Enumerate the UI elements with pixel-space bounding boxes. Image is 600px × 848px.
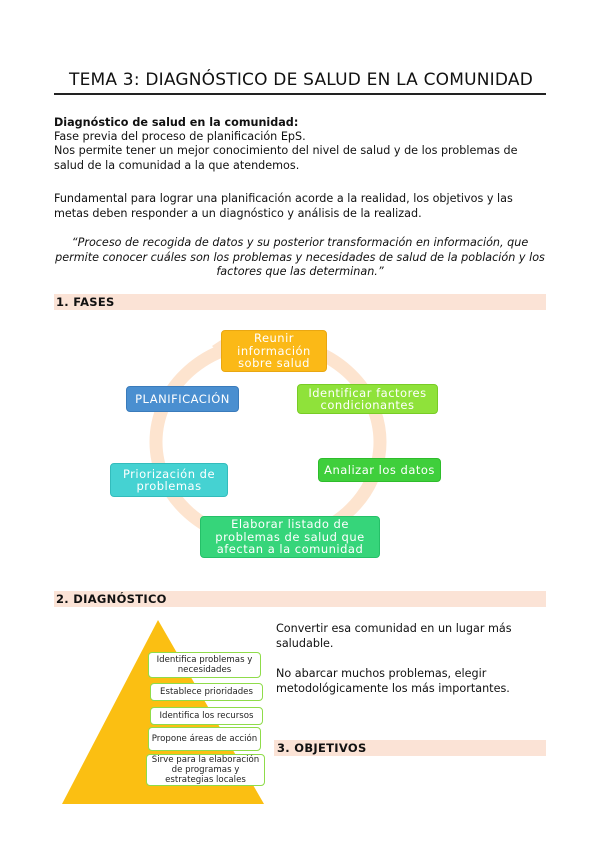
title-underline bbox=[54, 93, 546, 95]
section-heading-fases: 1. FASES bbox=[54, 294, 546, 310]
intro-line-1: Fase previa del proceso de planificación EpS. bbox=[54, 130, 306, 143]
intro-line-2: Nos permite tener un mejor conocimiento del nivel de salud y de los problemas de salud de la comunidad a la que atendemos. bbox=[54, 144, 518, 172]
phase-elaborar-listado: Elaborar listado de problemas de salud que afectan a la comunidad bbox=[200, 516, 380, 558]
cycle-ring-shape bbox=[156, 342, 380, 542]
pyramid-level-1: Identifica problemas y necesidades bbox=[148, 652, 261, 678]
phase-planificacion: PLANIFICACIÓN bbox=[126, 386, 239, 412]
diagnostico-text-1: Convertir esa comunidad en un lugar más saludable. bbox=[276, 622, 512, 650]
definition-quote: “Proceso de recogida de datos y su posterior transformación en información, que permite conocer cuáles son los problemas y necesidades de salud de la población y los factores que las determinan.” bbox=[55, 236, 545, 278]
pyramid-level-4: Propone áreas de acción bbox=[148, 727, 261, 751]
pyramid-level-3: Identifica los recursos bbox=[150, 707, 263, 725]
intro-heading: Diagnóstico de salud en la comunidad: bbox=[54, 116, 299, 129]
section-heading-diagnostico: 2. DIAGNÓSTICO bbox=[54, 591, 546, 607]
phase-priorizacion: Priorización de problemas bbox=[110, 463, 228, 497]
fundamental-paragraph: Fundamental para lograr una planificación acorde a la realidad, los objetivos y las metas deben responder a un diagnóstico y análisis de la realizad. bbox=[54, 192, 513, 220]
section-heading-objetivos: 3. OBJETIVOS bbox=[274, 740, 546, 756]
phase-analizar-datos: Analizar los datos bbox=[318, 458, 441, 482]
phase-reunir-informacion: Reunir información sobre salud bbox=[221, 330, 327, 372]
page-title: TEMA 3: DIAGNÓSTICO DE SALUD EN LA COMUNIDAD bbox=[68, 70, 533, 90]
diagnostico-text-2: No abarcar muchos problemas, elegir metodológicamente los más importantes. bbox=[276, 667, 510, 695]
pyramid-level-5: Sirve para la elaboración de programas y estrategias locales bbox=[146, 754, 265, 786]
phase-identificar-factores: Identificar factores condicionantes bbox=[297, 384, 438, 414]
pyramid-level-2: Establece prioridades bbox=[150, 683, 263, 701]
